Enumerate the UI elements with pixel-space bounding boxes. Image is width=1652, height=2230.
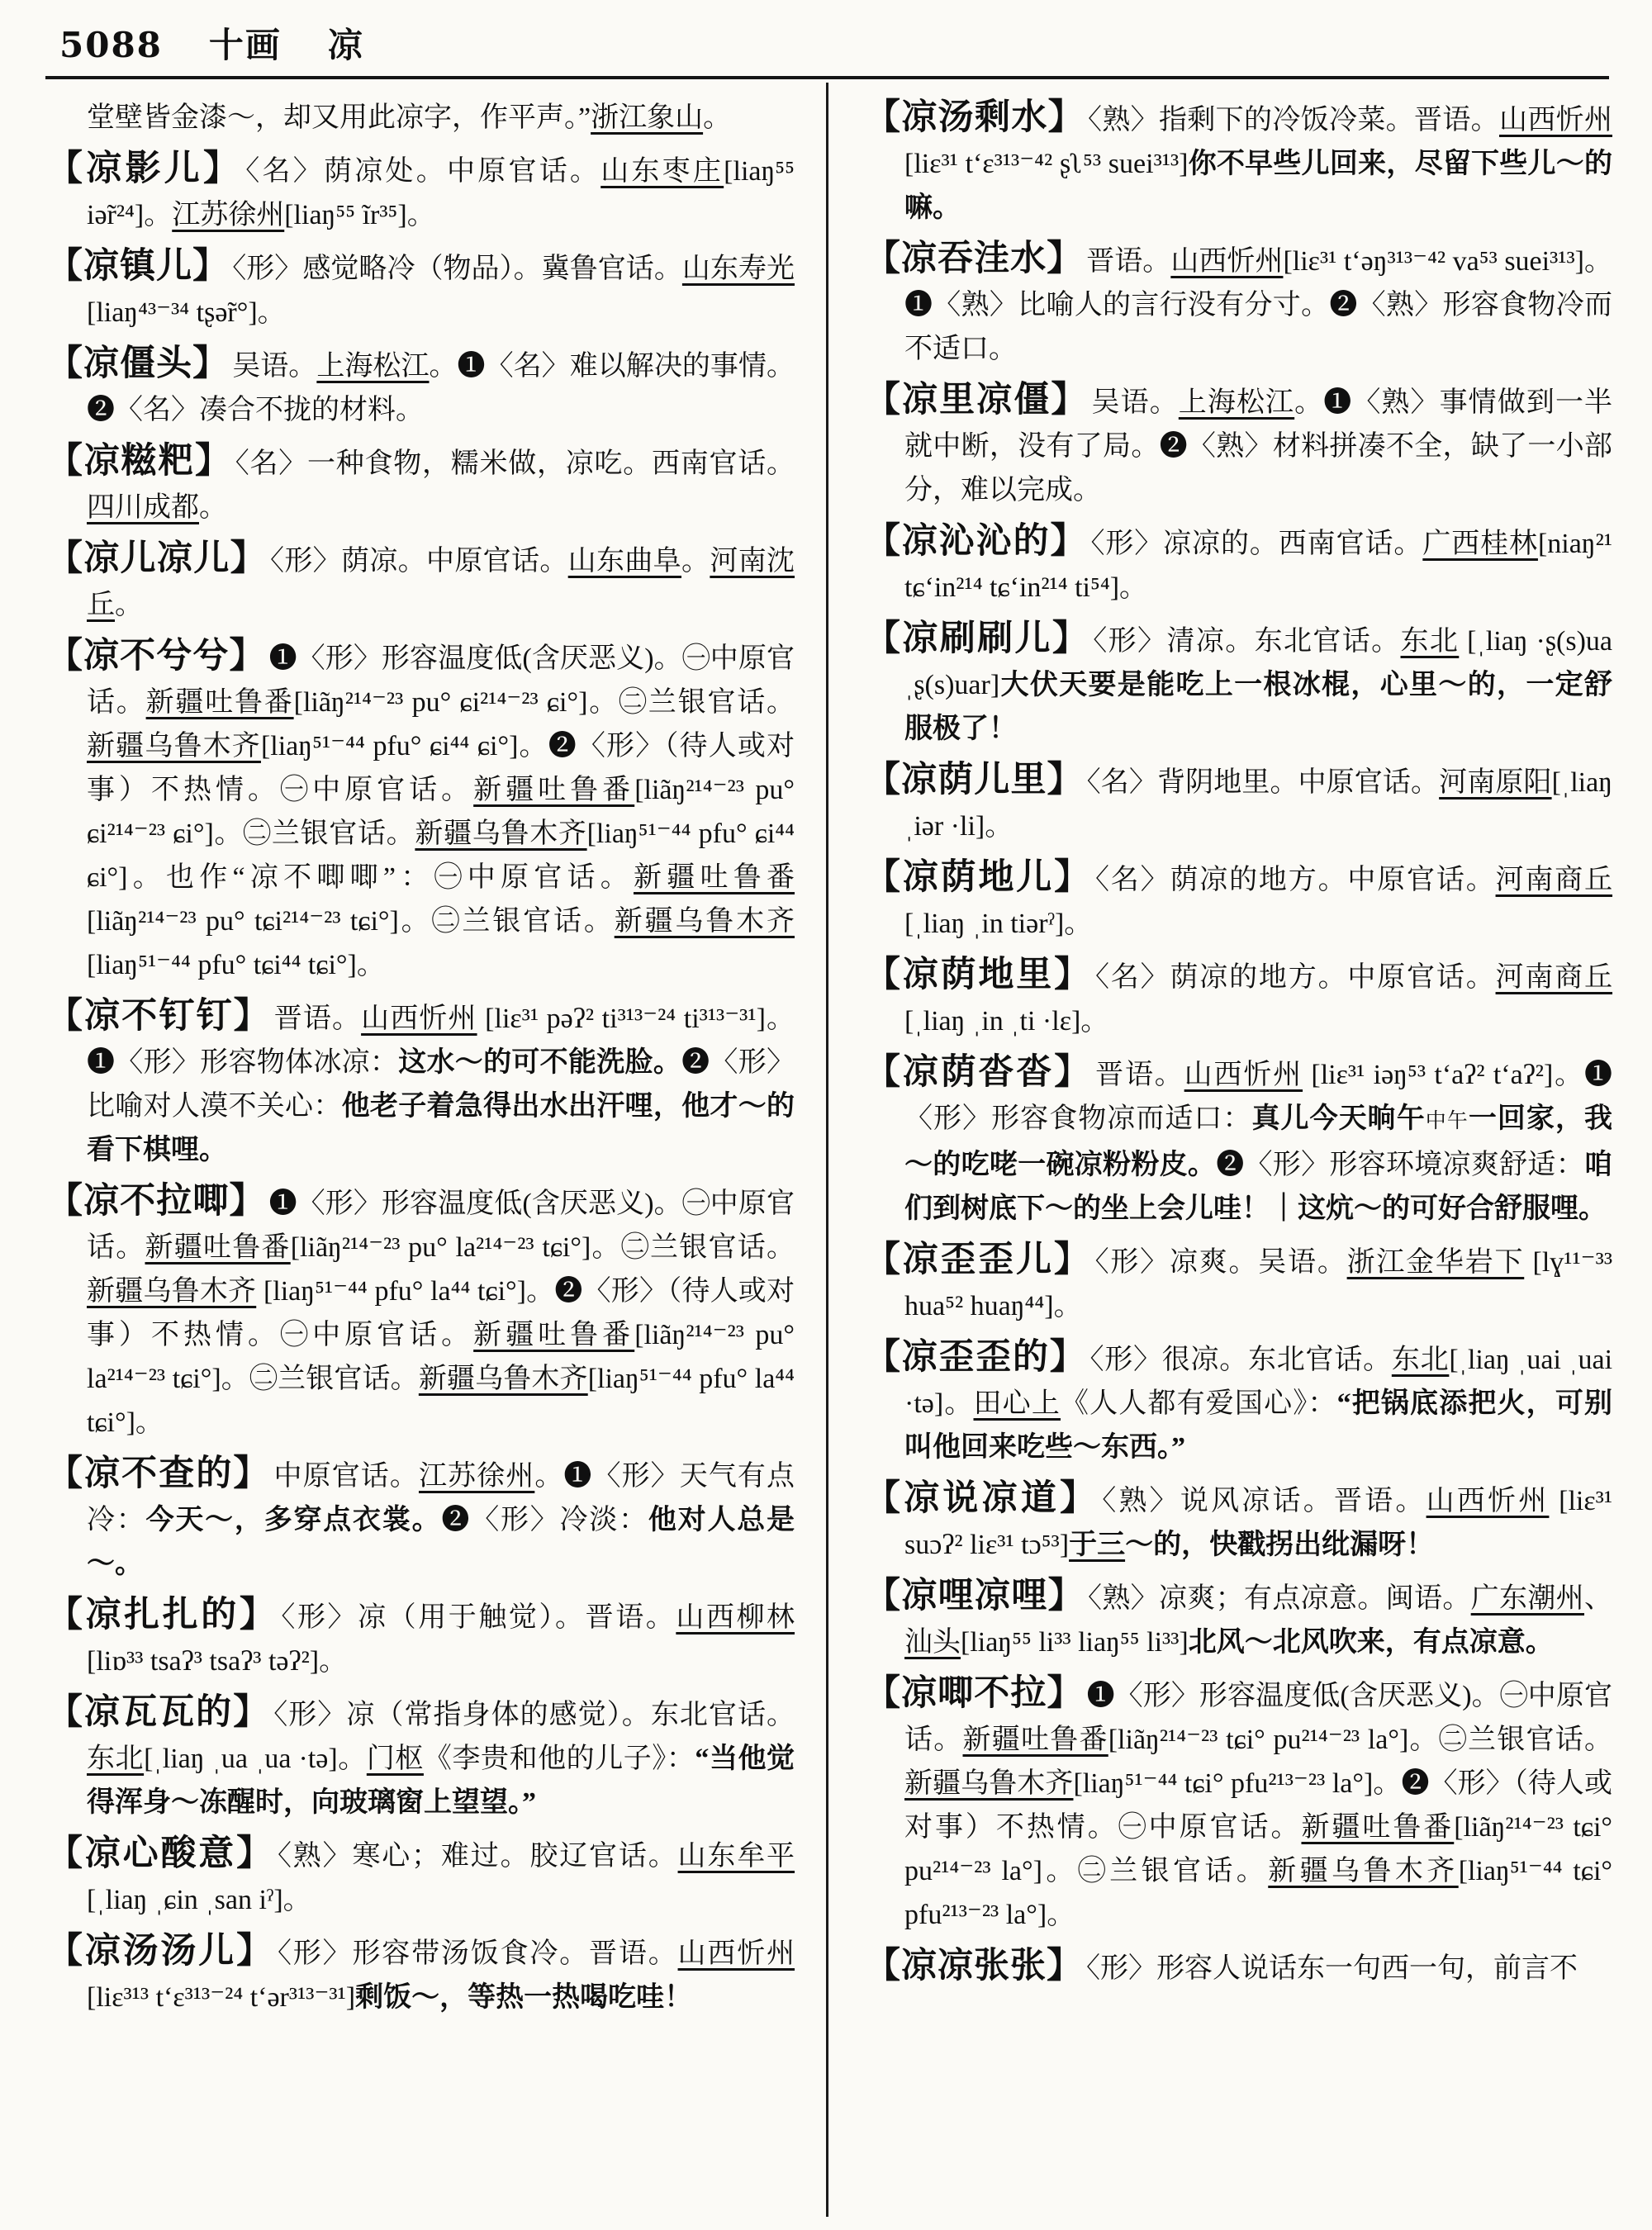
entry-text-segment: [ˌliaŋ ˌua ˌua ·tə]。	[144, 1744, 367, 1774]
entry-text-segment: [ˌliaŋ ˌin tiərˀ]。	[904, 909, 1093, 939]
entry-text-segment: 〈名〉荫凉处。中原官话。	[245, 156, 601, 187]
dict-entry-凉不钉钉	[47, 994, 795, 1172]
running-head	[59, 18, 364, 68]
entry-text-segment: 吴语。	[1091, 387, 1179, 418]
head-character: 凉	[327, 27, 364, 65]
entry-text-segment: 浙江金华岩下	[1346, 1247, 1525, 1278]
dict-entry-continuation	[47, 96, 795, 140]
entry-text-segment: 〈熟〉说风凉话。晋语。	[1102, 1486, 1427, 1516]
entry-text-segment: 上海松江	[1178, 387, 1295, 418]
entry-headword: 【凉糍粑】	[47, 442, 232, 481]
entry-text-segment: 山东寿光	[681, 254, 795, 284]
entry-headword: 【凉荫儿里】	[865, 761, 1084, 799]
entry-text-segment: [liɛ³¹ t‘ɛ³¹³⁻⁴² ʂʅ⁵³ suei³¹³]	[904, 149, 1189, 179]
entry-headword: 【凉哩凉哩】	[865, 1577, 1085, 1616]
dict-entry-凉荫儿里	[865, 758, 1612, 848]
entry-headword: 【凉不拉唧】	[47, 1182, 266, 1221]
entry-text-segment: 〈名〉背阴地里。中原官话。	[1086, 767, 1440, 798]
entry-text-segment: 新疆吐鲁番	[1301, 1812, 1455, 1843]
entry-text-segment: ❷〈形〉形容环境凉爽舒适：	[1216, 1150, 1585, 1180]
entry-headword: 【凉歪歪儿】	[865, 1241, 1092, 1279]
entry-headword: 【凉不查的】	[47, 1454, 271, 1493]
entry-headword: 【凉心酸意】	[47, 1834, 274, 1873]
entry-text-segment: [liaŋ⁵¹⁻⁴⁴ pfu° la⁴⁴ tɕi°]。❷〈形〉（待人或对事）不热情。㊀中原官话。	[87, 1276, 795, 1350]
entry-text-segment: 山西忻州	[1426, 1486, 1550, 1516]
entry-headword: 【凉荫沓沓】	[865, 1053, 1093, 1092]
entry-text-segment: 东北	[1400, 626, 1460, 657]
entry-headword: 【凉刷刷儿】	[865, 619, 1090, 658]
right-column	[865, 96, 1612, 1998]
entry-text-segment: 新疆吐鲁番	[145, 687, 294, 718]
entry-text-segment: 〈形〉形容人说话东一句西一句，前言不	[1086, 1953, 1578, 1984]
entry-text-segment: ❶〈形〉形容温度低(含厌恶义)。㊀中原官话。	[904, 1681, 1612, 1755]
entry-text-segment: 。❶〈熟〉事情做到一半就中断，没有了局。❷〈熟〉材料拼凑不全，缺了一小部分，难以完成。	[904, 387, 1613, 505]
entry-text-segment: [liaŋ⁵¹⁻⁴⁴ pfu° ɕi⁴⁴ ɕi°]。❷〈形〉（待人或对事）不热情。㊀中原官话。	[87, 731, 795, 805]
entry-text-segment: [liãŋ²¹⁴⁻²³ pu° ɕi²¹⁴⁻²³ ɕi°]。㊁兰银官话。	[293, 687, 795, 718]
entry-text-segment: 四川成都	[87, 492, 199, 523]
entry-text-segment: [ˌliaŋ ˌɕin ˌsan iˀ]。	[87, 1885, 311, 1915]
entry-text-segment: 新疆乌鲁木齐	[904, 1768, 1074, 1799]
left-column	[47, 96, 795, 2027]
dict-entry-凉荫地儿	[865, 856, 1612, 946]
entry-text-segment: 新疆乌鲁木齐	[614, 906, 795, 937]
entry-text-segment: 东北	[1391, 1345, 1450, 1375]
entry-text-segment: 中午	[1425, 1110, 1469, 1132]
entry-text-segment: 门枢	[366, 1744, 424, 1774]
entry-text-segment: [liɛ³¹ suɔʔ² liɛ³¹ tɔ⁵³]	[904, 1486, 1613, 1560]
entry-text-segment: [lɣ¹¹⁻³³ hua⁵² huaŋ⁴⁴]。	[904, 1247, 1613, 1321]
entry-headword: 【凉荫地儿】	[865, 858, 1092, 897]
dict-entry-凉荫沓沓	[865, 1051, 1612, 1231]
entry-text-segment: [ˌliaŋ ˌiər ·li]。	[904, 767, 1613, 842]
entry-text-segment: 新疆吐鲁番	[473, 775, 635, 805]
entry-text-segment: 〈熟〉指剩下的冷饭冷菜。晋语。	[1088, 105, 1499, 135]
dict-entry-凉凉张张	[865, 1944, 1612, 1990]
entry-text-segment: [liɛ³¹³ t‘ɛ³¹³⁻²⁴ t‘ər³¹³⁻³¹]	[87, 1982, 356, 2013]
entry-text-segment: 剩饭～，等热一热喝吃哇！	[355, 1982, 693, 2013]
entry-text-segment: 新疆乌鲁木齐	[87, 1276, 257, 1307]
dict-entry-凉刷刷儿	[865, 617, 1612, 751]
entry-text-segment: 东北	[87, 1744, 145, 1774]
entry-text-segment: 新疆吐鲁番	[473, 1320, 635, 1350]
entry-text-segment: ～的，快戳拐出纰漏呀！	[1125, 1530, 1435, 1560]
entry-text-segment: [liãŋ²¹⁴⁻²³ pu° la²¹⁴⁻²³ tɕi°]。㊁兰银官话。	[290, 1232, 795, 1263]
dict-entry-凉不查的	[47, 1452, 795, 1586]
entry-text-segment: 、	[1584, 1583, 1613, 1614]
entry-text-segment: [liaŋ⁵¹⁻⁴⁴ pfu° ɕi⁴⁴ ɕi°]。也作“凉不唧唧”：㊀中原官话。	[87, 818, 795, 893]
entry-text-segment: 汕头	[904, 1627, 961, 1658]
entry-text-segment: 山西忻州	[1184, 1060, 1303, 1090]
entry-text-segment: [liaŋ⁵¹⁻⁴⁴ pfu° tɕi⁴⁴ tɕi°]。	[87, 950, 385, 980]
entry-text-segment: 〈形〉感觉略冷（物品）。冀鲁官话。	[232, 254, 682, 284]
entry-text-segment: 大伏天要是能吃上一根冰棍，心里～的，一定舒服极了！	[904, 670, 1612, 744]
entry-text-segment: 〈形〉凉（常指身体的感觉）。东北官话。	[273, 1700, 795, 1730]
entry-text-segment: 《李贵和他的儿子》：	[423, 1744, 695, 1774]
entry-text-segment: 山东枣庄	[601, 156, 724, 187]
entry-text-segment: 山东牟平	[677, 1841, 795, 1872]
entry-text-segment: 一回家，我～的吃咾一碗凉粉粉皮。	[904, 1103, 1613, 1180]
entry-text-segment: [niaŋ²¹ tɕ‘in²¹⁴ tɕ‘in²¹⁴ ti⁵⁴]。	[904, 529, 1613, 603]
entry-headword: 【凉镇儿】	[47, 247, 230, 286]
entry-text-segment: 他老子着急得出水出汗哩，他才～的看下棋哩。	[87, 1091, 795, 1165]
dict-entry-凉心酸意	[47, 1832, 795, 1922]
entry-headword: 【凉凉张张】	[865, 1947, 1083, 1986]
entry-text-segment: 中原官话。	[273, 1461, 419, 1492]
entry-text-segment: “当他觉得浑身～冻醒时，向玻璃窗上望望。”	[87, 1744, 795, 1818]
entry-text-segment: 北风～北风吹来，有点凉意。	[1188, 1627, 1554, 1658]
entry-text-segment: 〈形〉形容带汤饭食冷。晋语。	[277, 1938, 678, 1969]
entry-text-segment: 山西忻州	[1170, 246, 1284, 277]
dict-entry-凉儿凉儿	[47, 537, 795, 627]
entry-text-segment: 《人人都有爱国心》：	[1060, 1388, 1337, 1419]
entry-text-segment: 〈形〉凉（用于触觉）。晋语。	[281, 1602, 676, 1633]
entry-text-segment: 山东曲阜	[567, 546, 682, 576]
entry-headword: 【凉里凉僵】	[865, 381, 1089, 420]
entry-text-segment: 这水～的可不能洗脸。	[398, 1047, 682, 1078]
entry-text-segment: 广西桂林	[1422, 529, 1538, 559]
entry-text-segment: [liãŋ²¹⁴⁻²³ tɕi° pu²¹⁴⁻²³ la°]。㊁兰银官话。	[1108, 1725, 1613, 1755]
entry-text-segment: 〈形〉荫凉。中原官话。	[270, 546, 568, 576]
entry-text-segment: [liɛ³¹ iəŋ⁵³ t‘aʔ² t‘aʔ²]。❶〈形〉形容食物凉而适口：	[904, 1060, 1613, 1134]
entry-text-segment: 新疆乌鲁木齐	[87, 731, 261, 762]
entry-headword: 【凉说凉道】	[865, 1479, 1099, 1518]
entry-text-segment: 江苏徐州	[418, 1461, 535, 1492]
entry-headword: 【凉汤汤儿】	[47, 1932, 274, 1971]
entry-headword: 【凉影儿】	[47, 149, 243, 188]
entry-text-segment: 。❶〈形〉天气有点冷：	[87, 1461, 795, 1535]
entry-text-segment: [liãŋ²¹⁴⁻²³ pu° tɕi²¹⁴⁻²³ tɕi°]。㊁兰银官话。	[87, 906, 615, 937]
entry-text-segment: 〈名〉荫凉的地方。中原官话。	[1094, 865, 1496, 895]
entry-text-segment: 山西柳林	[676, 1602, 795, 1633]
entry-headword: 【凉唧不拉】	[865, 1674, 1084, 1713]
entry-text-segment: 你不早些儿回来，尽留下些儿～的嘛。	[904, 149, 1612, 223]
entry-text-segment: 晋语。	[273, 1004, 362, 1034]
entry-text-segment: 河南商丘	[1495, 865, 1613, 895]
entry-text-segment: 于三	[1069, 1530, 1126, 1560]
entry-headword: 【凉不钉钉】	[47, 997, 271, 1036]
entry-headword: 【凉瓦瓦的】	[47, 1693, 271, 1732]
entry-text-segment: 〈熟〉凉爽；有点凉意。闽语。	[1088, 1583, 1471, 1614]
entry-text-segment: [ˌliaŋ ˌin ˌti ·lɛ]。	[904, 1006, 1109, 1037]
dict-entry-凉汤汤儿	[47, 1929, 795, 2019]
entry-text-segment: [liãŋ²¹⁴⁻²³ pu° la²¹⁴⁻²³ tɕi°]。㊁兰银官话。	[87, 1320, 795, 1394]
entry-text-segment: 上海松江	[316, 351, 430, 382]
entry-text-segment: 〈形〉清凉。东北官话。	[1093, 626, 1401, 657]
entry-text-segment: 堂壁皆金漆～，却又用此凉字，作平声。”	[87, 102, 591, 133]
entry-text-segment: 吴语。	[232, 351, 317, 382]
page-number: 5088	[59, 25, 163, 65]
entry-headword: 【凉歪歪的】	[865, 1338, 1087, 1377]
dict-entry-凉汤剩水	[865, 96, 1612, 230]
entry-text-segment: [liaŋ⁵¹⁻⁴⁴ tɕi° pfu²¹³⁻²³ la°]。	[904, 1856, 1613, 1930]
entry-text-segment: 新疆吐鲁番	[633, 862, 795, 893]
dict-entry-凉荫地里	[865, 953, 1612, 1043]
entry-text-segment: ❶〈形〉形容温度低(含厌恶义)。㊀中原官话。	[87, 643, 795, 718]
entry-text-segment: [liaŋ⁵⁵ ĩr³⁵]。	[284, 200, 435, 230]
entry-text-segment: 广东潮州	[1470, 1583, 1585, 1614]
entry-text-segment: 江苏徐州	[172, 200, 285, 230]
entry-headword: 【凉僵头】	[47, 344, 230, 383]
dict-entry-凉影儿	[47, 147, 795, 237]
entry-text-segment: “把锅底添把火，可别叫他回来吃些～东西。”	[904, 1388, 1613, 1463]
dict-entry-凉吞洼水	[865, 237, 1612, 371]
entry-text-segment: 〈形〉很凉。东北官话。	[1089, 1345, 1392, 1375]
dict-entry-凉里凉僵	[865, 378, 1612, 512]
entry-headword: 【凉扎扎的】	[47, 1596, 278, 1635]
entry-text-segment: 〈名〉一种食物，糯米做，凉吃。西南官话。	[235, 448, 795, 479]
entry-headword: 【凉沁沁的】	[865, 522, 1088, 561]
entry-text-segment: 新疆吐鲁番	[145, 1232, 291, 1263]
entry-text-segment: [liaŋ⁵⁵ li³³ liaŋ⁵⁵ li³³]	[961, 1627, 1189, 1658]
entry-text-segment: 田心上	[973, 1388, 1061, 1419]
dict-entry-凉不兮兮	[47, 634, 795, 987]
dict-entry-凉僵头	[47, 342, 795, 432]
entry-text-segment: 河南沈丘	[87, 546, 795, 620]
entry-headword: 【凉不兮兮】	[47, 637, 266, 676]
dict-entry-凉不拉唧	[47, 1179, 795, 1445]
header-rule	[45, 76, 1609, 79]
entry-text-segment: 真儿今天晌午	[1251, 1103, 1426, 1134]
entry-text-segment: [liɛ³¹ t‘əŋ³¹³⁻⁴² va⁵³ suei³¹³]。❶〈熟〉比喻人的言行没有分寸。❷〈熟〉形容食物冷而不适口。	[904, 246, 1613, 364]
entry-text-segment: 山西忻州	[677, 1938, 795, 1969]
entry-text-segment: 他对人总是～。	[87, 1505, 795, 1579]
entry-text-segment: 〈名〉荫凉的地方。中原官话。	[1094, 962, 1496, 993]
dict-entry-凉唧不拉	[865, 1672, 1612, 1937]
stroke-section-label: 十画	[208, 27, 282, 65]
entry-text-segment: 。	[703, 102, 732, 133]
entry-text-segment: 新疆乌鲁木齐	[418, 1364, 588, 1394]
entry-text-segment: 新疆乌鲁木齐	[415, 818, 587, 849]
entry-text-segment: 。	[115, 590, 143, 620]
entry-text-segment: 新疆吐鲁番	[962, 1725, 1108, 1755]
entry-text-segment: 山西忻州	[361, 1004, 477, 1034]
entry-text-segment: 〈形〉凉凉的。西南官话。	[1090, 529, 1423, 559]
entry-text-segment: [liãŋ²¹⁴⁻²³ tɕi° pu²¹⁴⁻²³ la°]。㊁兰银官话。	[904, 1812, 1613, 1886]
entry-text-segment: 晋语。	[1095, 1060, 1184, 1090]
dict-entry-凉哩凉哩	[865, 1574, 1612, 1664]
entry-text-segment: 河南原阳	[1439, 767, 1552, 798]
entry-text-segment: 山西忻州	[1499, 105, 1612, 135]
entry-text-segment: [liɛ³¹ pəʔ² ti³¹³⁻²⁴ ti³¹³⁻³¹]。❶〈形〉形容物体冰凉：	[87, 1004, 795, 1078]
dict-entry-凉糍粑	[47, 439, 795, 529]
entry-headword: 【凉汤剩水】	[865, 98, 1085, 137]
entry-text-segment: [liaŋ⁵¹⁻⁴⁴ tɕi° pfu²¹³⁻²³ la°]。❷〈形〉（待人或对事）不热情。㊀中原官话。	[904, 1768, 1612, 1843]
dict-entry-凉沁沁的	[865, 520, 1612, 610]
entry-text-segment: 浙江象山	[591, 102, 704, 133]
entry-text-segment: 咱们到树底下～的坐上会儿哇！｜这炕～的可好合舒服哩。	[904, 1150, 1613, 1224]
entry-headword: 【凉儿凉儿】	[47, 539, 267, 578]
entry-text-segment: [liɒ³³ tsaʔ³ tsaʔ³ təʔ²]。	[87, 1646, 348, 1677]
entry-text-segment: [liãŋ²¹⁴⁻²³ pu° ɕi²¹⁴⁻²³ ɕi°]。㊁兰银官话。	[87, 775, 795, 849]
entry-text-segment: 晋语。	[1086, 246, 1171, 277]
entry-text-segment: 〈形〉凉爽。吴语。	[1094, 1247, 1347, 1278]
entry-text-segment: 。	[199, 492, 227, 523]
entry-text-segment: [liaŋ⁵⁵ iə̃r²⁴]。	[87, 156, 795, 230]
entry-text-segment: 。❶〈名〉难以解决的事情。❷〈名〉凑合不拢的材料。	[87, 351, 795, 425]
entry-headword: 【凉吞洼水】	[865, 240, 1084, 278]
entry-text-segment: ❷〈形〉冷淡：	[441, 1505, 648, 1535]
entry-text-segment: 河南商丘	[1495, 962, 1613, 993]
entry-text-segment: 〈熟〉寒心；难过。胶辽官话。	[277, 1841, 678, 1872]
entry-text-segment: [ˌliaŋ ˌuai ˌuai ·tə]。	[904, 1345, 1613, 1419]
dict-entry-凉歪歪儿	[865, 1238, 1612, 1328]
dict-entry-凉说凉道	[865, 1477, 1612, 1567]
entry-text-segment: 新疆乌鲁木齐	[1268, 1856, 1459, 1886]
entry-text-segment: 。	[681, 546, 710, 576]
dict-entry-凉镇儿	[47, 244, 795, 334]
entry-text-segment: ❷〈形〉比喻对人漠不关心：	[87, 1047, 795, 1122]
dict-entry-凉歪歪的	[865, 1336, 1612, 1469]
entry-text-segment: [liaŋ⁵¹⁻⁴⁴ pfu° la⁴⁴ tɕi°]。	[87, 1364, 795, 1438]
entry-text-segment: 今天～，多穿点衣裳。	[145, 1505, 442, 1535]
entry-text-segment: [liaŋ⁴³⁻³⁴ tʂə̃r°]。	[87, 297, 286, 328]
dict-entry-凉瓦瓦的	[47, 1691, 795, 1824]
entry-text-segment: [ˌliaŋ ·ʂ(s)ua ˌʂ(s)uar]	[904, 626, 1613, 700]
entry-headword: 【凉荫地里】	[865, 956, 1092, 994]
column-divider	[826, 83, 828, 2217]
entry-text-segment: ❶〈形〉形容温度低(含厌恶义)。㊀中原官话。	[87, 1189, 795, 1263]
dict-entry-凉扎扎的	[47, 1593, 795, 1683]
